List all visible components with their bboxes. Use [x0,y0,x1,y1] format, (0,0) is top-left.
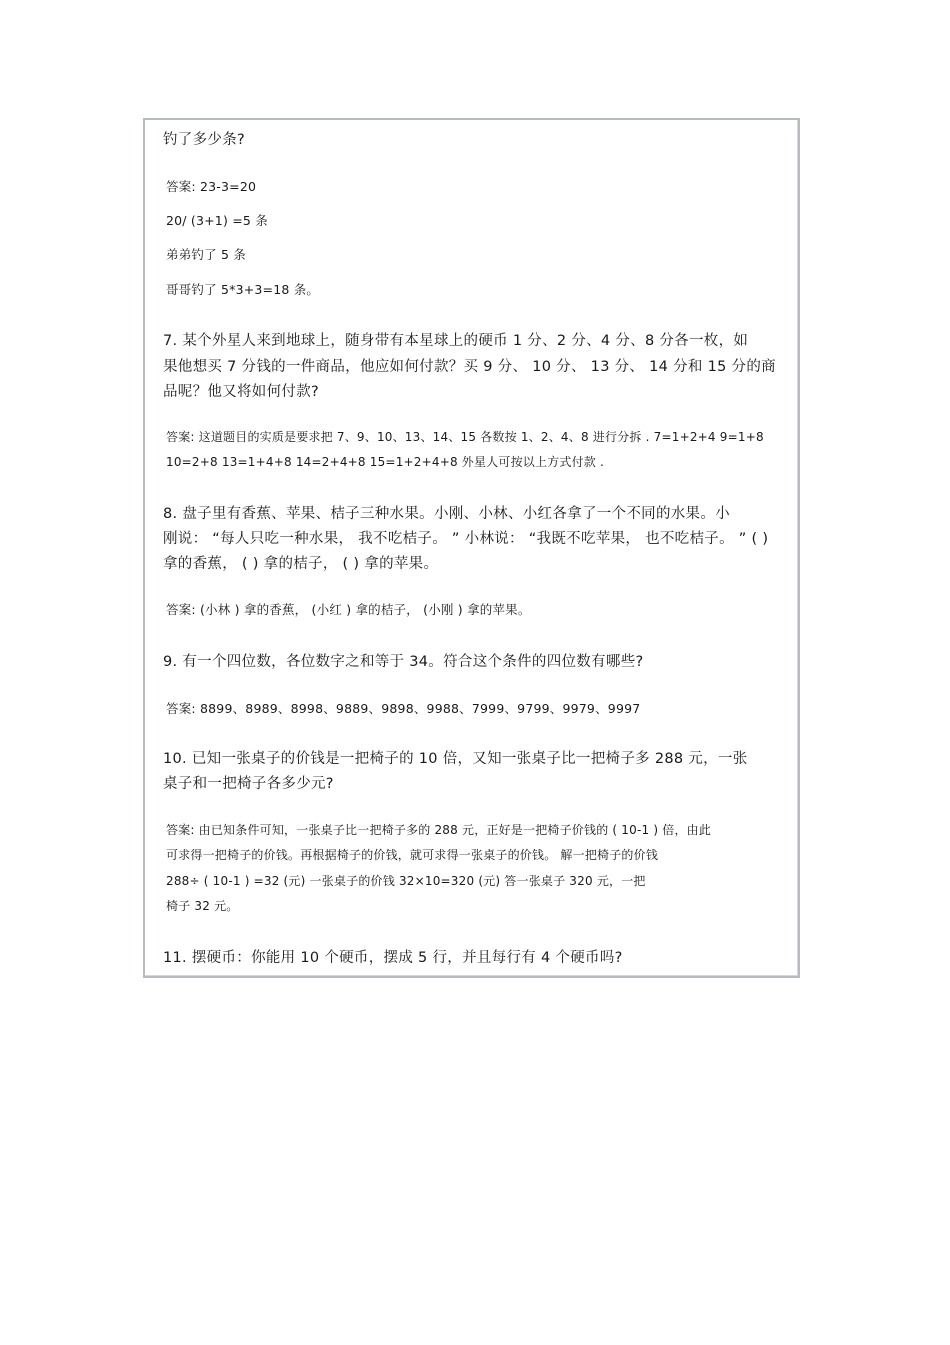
q6-tail: 钓了多少条? [163,132,245,148]
q10-answer-line-4: 椅子 32 元。 [166,899,239,913]
q11-line-1: 11. 摆硬币：你能用 10 个硬币，摆成 5 行，并且每行有 4 个硬币吗? [163,950,623,966]
q10-answer-line-2: 可求得一把椅子的价钱。再根据椅子的价钱，就可求得一张桌子的价钱。 解一把椅子的价钱 [166,848,659,862]
q7-answer-line-1: 答案: 这道题目的实质是要求把 7、9、10、13、14、15 各数按 1、2、4、8 进行分拆 . 7=1+2+4 9=1+8 [166,430,764,444]
q9-answer: 答案: 8899、8989、8998、9889、9898、9988、7999、9799、9979、9997 [166,701,641,716]
q10-line-1: 10. 已知一张桌子的价钱是一把椅子的 10 倍，又知一张桌子比一把椅子多 288 元，一张 [163,751,748,767]
q9-line-1: 9. 有一个四位数，各位数字之和等于 34。符合这个条件的四位数有哪些? [163,654,644,670]
q10-line-2: 桌子和一把椅子各多少元? [163,776,334,792]
q7-answer-line-2: 10=2+8 13=1+4+8 14=2+4+8 15=1+2+4+8 外星人可按以上方式付款 . [166,455,605,469]
q10-answer-line-1: 答案: 由已知条件可知，一张桌子比一把椅子多的 288 元，正好是一把椅子价钱的 ( 10-1 ) 倍，由此 [166,823,712,837]
q7-line-3: 品呢？他又将如何付款? [163,384,319,400]
q6-answer-line-2: 20/ (3+1) =5 条 [166,213,268,228]
q6-answer-line-1: 答案: 23-3=20 [166,179,257,194]
q10-answer-line-3: 288÷ ( 10-1 ) =32 (元) 一张桌子的价钱 32×10=320 (元) 答一张桌子 320 元，一把 [166,874,646,888]
q8-line-1: 8. 盘子里有香蕉、苹果、桔子三种水果。小刚、小林、小红各拿了一个不同的水果。小 [163,506,730,522]
q7-line-1: 7. 某个外星人来到地球上，随身带有本星球上的硬币 1 分、2 分、4 分、8 分各一枚，如 [163,333,749,349]
q8-answer: 答案: (小林 ) 拿的香蕉， (小红 ) 拿的桔子， (小刚 ) 拿的苹果。 [166,602,531,617]
q6-answer-line-4: 哥哥钓了 5*3+3=18 条。 [166,282,320,297]
q8-line-2: 刚说： “每人只吃一种水果， 我不吃桔子。 ” 小林说： “我既不吃苹果， 也不吃桔子。 ” ( ) [163,531,769,547]
q7-line-2: 果他想买 7 分钱的一件商品，他应如何付款？买 9 分、 10 分、 13 分、 14 分和 15 分的商 [163,359,776,375]
q6-answer-line-3: 弟弟钓了 5 条 [166,247,246,262]
q8-line-3: 拿的香蕉， ( ) 拿的桔子， ( ) 拿的苹果。 [163,556,439,572]
